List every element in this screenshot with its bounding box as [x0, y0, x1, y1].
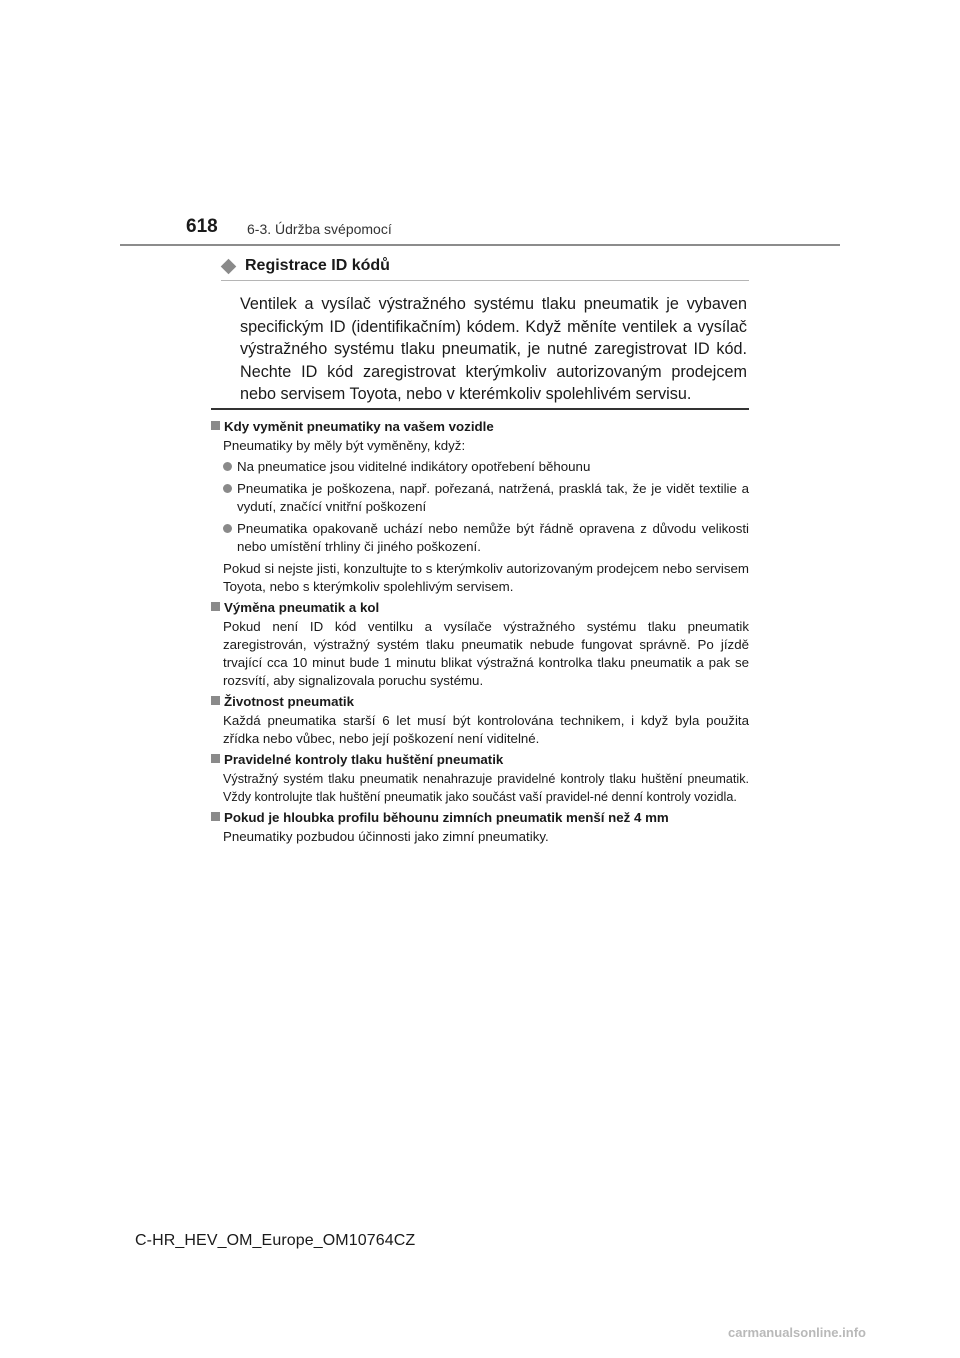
square-bullet-icon — [211, 754, 220, 763]
circle-bullet-icon — [223, 462, 232, 471]
registration-heading — [219, 254, 749, 278]
circle-bullet-icon — [223, 484, 232, 493]
note-text: Každá pneumatika starší 6 let musí být kontrolována technikem, i když byla použita zřídka nebo vůbec, nebo její poškození není viditelné. — [223, 713, 749, 746]
document-code: C-HR_HEV_OM_Europe_OM10764CZ — [135, 1232, 416, 1249]
square-bullet-icon — [211, 812, 220, 821]
square-bullet-icon — [211, 602, 220, 611]
note-title: Výměna pneumatik a kol — [224, 600, 380, 615]
square-bullet-icon — [211, 696, 220, 705]
square-bullet-icon — [211, 421, 220, 430]
note-winter-tread-depth — [211, 809, 749, 846]
registration-title: Registrace ID kódů — [245, 257, 390, 274]
circle-bullet-icon — [223, 524, 232, 533]
watermark: carmanualsonline.info — [728, 1325, 866, 1340]
note-text: Pokud není ID kód ventilku a vysílače výstražného systému tlaku pneumatik zaregistrován, výstražný systém tlaku pneumatik nebude fungovat správně. Po jízdě trvající cca 10 minut bude 1 minutu blikat výstražná kontrolka tlaku pneumatik a pak se rozsvítí, aby signalizovala poruchu systému. — [223, 619, 749, 688]
heading-rule — [221, 280, 749, 281]
registration-text: Ventilek a vysílač výstražného systému tlaku pneumatik je vybaven specifickým ID (identifikačním) kódem. Když měníte ventilek a vysílač výstražného systému tlaku pneumatik, je nutné zaregistrovat ID kód. Nechte ID kód zaregistrovat kterýmkoliv autorizovaným prodejcem nebo servisem Toyota, nebo v kterémkoliv spolehlivém servisu. — [240, 295, 747, 403]
list-item: Pneumatika je poškozena, např. pořezaná, natržená, prasklá tak, že je vidět textilie a vydutí, značící vnitřní poškození — [223, 480, 749, 516]
note-title: Pravidelné kontroly tlaku huštění pneumatik — [224, 752, 504, 767]
note-text: Pneumatiky pozbudou účinnosti jako zimní pneumatiky. — [223, 829, 549, 844]
page-header — [0, 0, 960, 250]
page-number: 618 — [186, 216, 218, 237]
section-title: 6-3. Údržba svépomocí — [247, 221, 392, 237]
note-title: Kdy vyměnit pneumatiky na vašem vozidle — [224, 419, 494, 434]
list-item: Na pneumatice jsou viditelné indikátory opotřebení běhounu — [223, 458, 749, 476]
notes-section — [211, 416, 749, 849]
note-text: Výstražný systém tlaku pneumatik nenahrazuje pravidelné kontroly tlaku huštění pneumatik. Vždy kontrolujte tlak huštění pneumatik jako součást vaší pravidel-né denní kontroly vozidla. — [223, 772, 749, 804]
header-rule — [120, 244, 840, 246]
list-item: Pneumatika opakovaně uchází nebo nemůže být řádně opravena z důvodu velikosti nebo umístění trhliny či jiného poškození. — [223, 520, 749, 556]
registration-section — [219, 254, 749, 406]
note-intro: Pneumatiky by měly být vyměněny, když: — [223, 438, 466, 453]
note-pressure-checks — [211, 751, 749, 806]
note-tire-replacement — [211, 418, 749, 596]
note-tire-lifespan — [211, 693, 749, 748]
section-divider — [211, 408, 749, 410]
note-title: Životnost pneumatik — [224, 694, 355, 709]
note-title: Pokud je hloubka profilu běhounu zimních pneumatik menší než 4 mm — [224, 810, 669, 825]
diamond-icon — [221, 258, 237, 274]
note-outro: Pokud si nejste jisti, konzultujte to s kterýmkoliv autorizovaným prodejcem nebo servisem Toyota, nebo s kterýmkoliv spolehlivým servisem. — [223, 561, 749, 594]
note-tire-wheel-change — [211, 599, 749, 690]
